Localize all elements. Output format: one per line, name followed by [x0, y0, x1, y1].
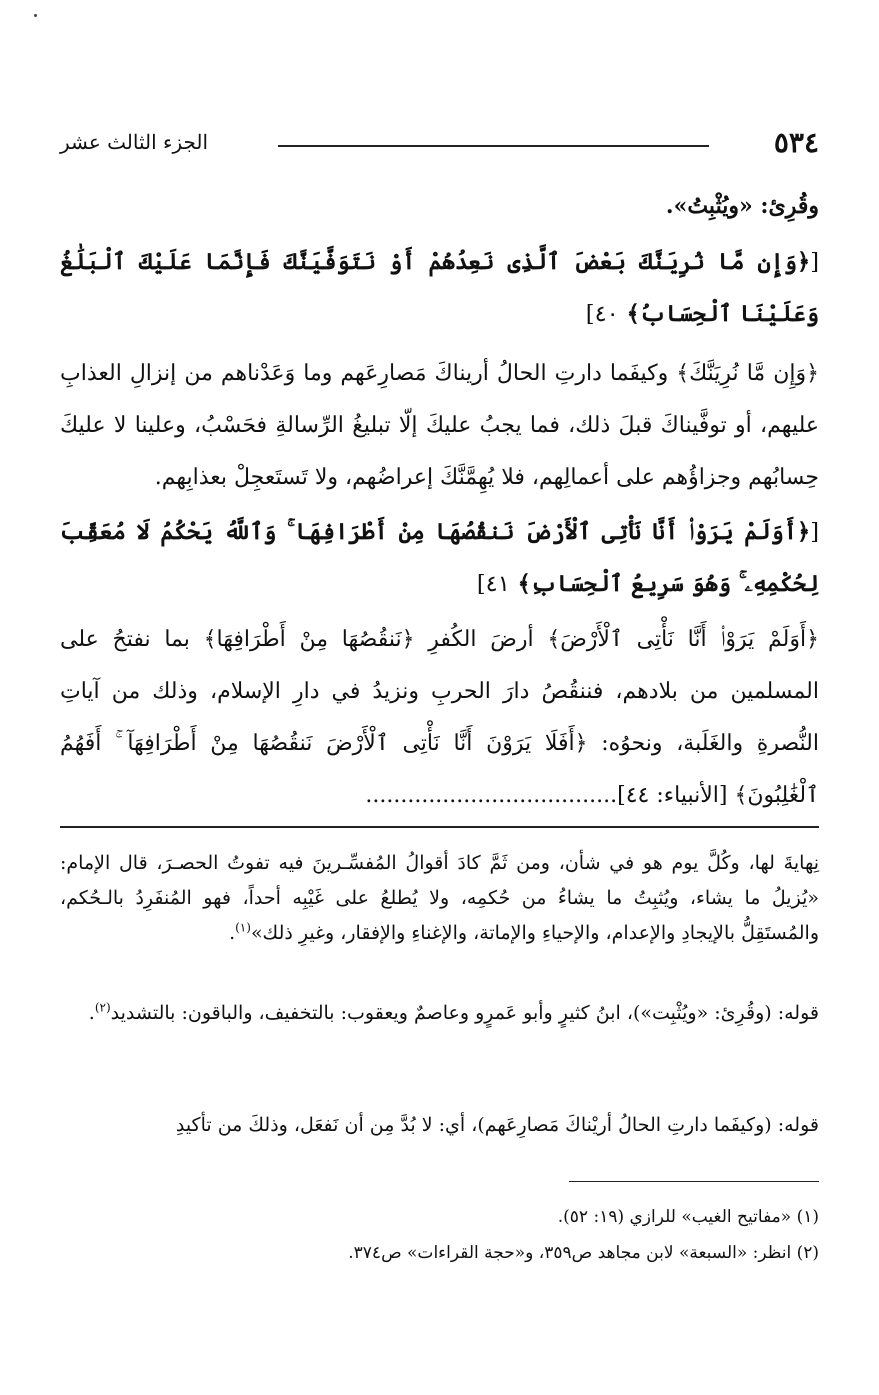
- qiraa-text: وقُرِئ: «ويُثْبِتُ».: [665, 193, 819, 219]
- note-1: [60, 846, 819, 951]
- note-2-end: .: [88, 1002, 95, 1024]
- qiraa-line: [60, 180, 819, 232]
- tafsir-41-block: [60, 614, 819, 822]
- tafsir-41-text: ﴿أَوَلَمْ يَرَوْا۟ أَنَّا نَأْتِى ٱلْأَرْضَ﴾ أرضَ الكُفرِ ﴿نَنقُصُهَا مِنْ أَطْرَافِهَا﴾ بما نفتحُ على المسلمين من بلادهم، فننقُصُ دارَ الحربِ ونزيدُ في دارِ الإسلام، وذلك من آياتِ النُّصرةِ والغَلَبة، ونحوُه: ﴿أَفَلَا يَرَوْنَ أَنَّا نَأْتِى ٱلْأَرْضَ نَنقُصُهَا مِنْ أَطْرَافِهَآ ۚ أَفَهُمُ ٱلْغَٰلِبُونَ﴾ [الأنبياء: ٤٤].: [60, 627, 819, 808]
- page-number: ٥٣٤: [773, 126, 819, 159]
- commentary-note-3: [60, 1108, 819, 1143]
- verse-40-number-wrap: ٤٠]: [585, 301, 619, 327]
- tafsir-41: [60, 614, 819, 822]
- commentary-divider: [60, 826, 819, 828]
- verse-41-number-wrap: ٤١]: [476, 571, 510, 597]
- verse-41-block: [60, 506, 819, 610]
- note-3-text: قوله: (وكيفَما دارتِ الحالُ أريْناكَ مَصارِعَهم)، أي: لا بُدَّ مِن أن نَفعَل، وذلكَ من تأكيدِ: [175, 1114, 819, 1136]
- header-rule: [278, 145, 709, 147]
- verse-40: [﴿وَإِن مَّا نُرِيَنَّكَ بَعْضَ ٱلَّذِى نَعِدُهُمْ أَوْ نَتَوَفَّيَنَّكَ فَإِنَّمَا عَلَيْكَ ٱلْبَلَٰغُ وَعَلَيْنَا ٱلْحِسَابُ﴾ ٤٠]: [60, 249, 819, 327]
- verse-41: [﴿أَوَلَمْ يَرَوْا۟ أَنَّا نَأْتِى ٱلْأَرْضَ نَنقُصُهَا مِنْ أَطْرَافِهَا ۚ وَٱللَّهُ يَحْكُمُ لَا مُعَقِّبَ لِحُكْمِهِۦ ۚ وَهُوَ سَرِيعُ ٱلْحِسَابِ﴾ ٤١]: [60, 519, 819, 597]
- verse-40-text: ﴿وَإِن مَّا نُرِيَنَّكَ بَعْضَ ٱلَّذِى نَعِدُهُمْ أَوْ نَتَوَفَّيَنَّكَ فَإِنَّمَا عَلَيْكَ ٱلْبَلَٰغُ وَعَلَيْنَا ٱلْحِسَابُ﴾: [60, 249, 819, 327]
- footnote-ref-2[interactable]: (٢): [94, 1000, 111, 1015]
- footnote-ref-1[interactable]: (١): [235, 920, 251, 935]
- footnote-2: (٢) انظر: «السبعة» لابن مجاهد ص٣٥٩، و«حجة القراءات» ص٣٧٤.: [348, 1243, 819, 1263]
- corner-dot: [34, 14, 37, 17]
- note-1-end: .: [229, 922, 236, 944]
- part-title: الجزء الثالث عشر: [60, 130, 209, 154]
- commentary-note-2: [60, 996, 819, 1031]
- verse-40-number: ٤٠: [594, 301, 619, 327]
- tafsir-40-block: [60, 348, 819, 504]
- note-2-text: قوله: (وقُرِئ: «ويُثْبِت»)، ابنُ كثيرٍ وأبو عَمرٍو وعاصمٌ ويعقوب: بالتخفيف، والباقون: بالتشديد: [110, 1002, 819, 1024]
- verse-41-text: ﴿أَوَلَمْ يَرَوْا۟ أَنَّا نَأْتِى ٱلْأَرْضَ نَنقُصُهَا مِنْ أَطْرَافِهَا ۚ وَٱللَّهُ يَحْكُمُ لَا مُعَقِّبَ لِحُكْمِهِۦ ۚ وَهُوَ سَرِيعُ ٱلْحِسَابِ﴾: [60, 519, 819, 597]
- note-1-text: نِهايةَ لها، وكُلَّ يوم هو في شأن، ومن ثَمَّ كادَ أقوالُ المُفسِّـرينَ فيه تفوتُ الحصـرَ، قال الإمام: «يُزيلُ ما يشاء، ويُثبِتُ ما يشاءُ من حُكمِه، ولا يُطلعُ على غَيْبِه أحداً، فهو المُنفَرِدُ بالـحُكم، والمُستَقِلُّ بالإيجادِ والإعدام، والإحياءِ والإماتة، والإغناءِ والإفقار، وغيرِ ذلك»: [60, 852, 819, 944]
- footnote-1: (١) «مفاتيح الغيب» للرازي (١٩: ٥٢).: [557, 1207, 819, 1227]
- verse-41-number: ٤١: [485, 571, 510, 597]
- commentary-note-1: [60, 846, 819, 951]
- page-header: [60, 126, 819, 166]
- verse-40-block: [60, 236, 819, 340]
- footnote-rule: [569, 1181, 819, 1182]
- continuation-dots: ...................................: [365, 783, 611, 808]
- tafsir-40-text: ﴿وَإِن مَّا نُرِيَنَّكَ﴾ وكيفَما دارتِ الحالُ أريناكَ مَصارِعَهم وما وَعَدْناهم من إنزالِ العذابِ عليهم، أو توفَّيناكَ قبلَ ذلك، فما يجبُ عليكَ إلّا تبليغُ الرِّسالةِ فحَسْبُ، وعلينا لا عليكَ حِسابُهم وجزاؤُهم على أعمالِهم، فلا يُهِمَّنَّكَ إعراضُهم، ولا تَستَعجِلْ بعذابِهم.: [60, 361, 819, 490]
- note-2: [60, 996, 819, 1031]
